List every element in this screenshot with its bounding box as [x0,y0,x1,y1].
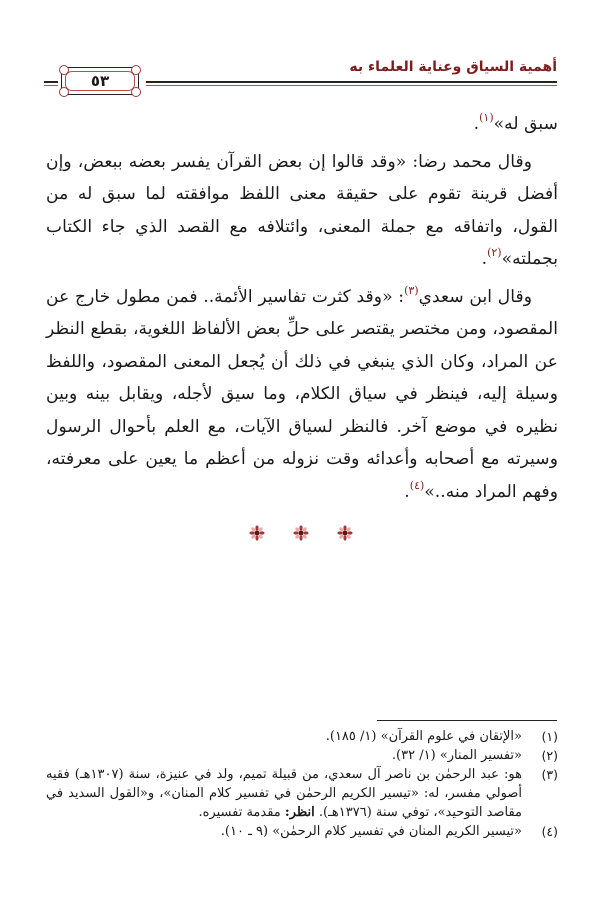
footnote [46,727,558,746]
ornament-petal [347,531,352,534]
page-number-badge [61,67,139,95]
footnote-text-tail: مقدمة تفسيره. [198,805,285,820]
floral-ornament-icon [336,524,354,542]
footnote [46,746,558,765]
footnote-see-label: انظر: [284,805,315,820]
ornament-petal [299,525,302,530]
rule-line-dark [44,81,58,83]
paragraph-text: . [481,249,488,269]
footnote-number: (٣) [541,767,558,782]
ornament-petal [337,531,342,534]
footnote-text-main: هو: عبد الرحمٰن بن ناصر آل سعدي، من قبيلة تميم، ولد في عنيزة، سنة (١٣٠٧هـ) فقيه أصولي مفسر، له: «تيسير الكريم الرحمٰن في تفسير كلام المنان»، و«القول السديد في مقاصد التوحيد»، توفي سنة (١٣٧٦هـ). [46,767,522,820]
paragraph-text: وقال محمد رضا: «وقد قالوا إن بعض القرآن يفسر بعضه ببعض، وإن أفضل قرينة تقوم على حقيقة معنى اللفظ موافقته لما سبق له من القول، واتفاقه مع جملة المعنى، وائتلافه مع القصد الذي جاء الكتاب بجملته» [46,151,558,269]
ornament-petal [255,525,258,530]
rule-line-red [44,85,58,86]
running-title: أهمية السياق وعناية العلماء به [349,59,557,75]
footnote-text [46,765,522,822]
footnotes [46,727,558,841]
header-rule-left [44,81,58,87]
ornament-petal [343,525,346,530]
ornament-petal [303,531,308,534]
rule-line-red [146,85,557,86]
floral-ornament-icon [292,524,310,542]
section-ornament [0,524,602,546]
ornament-petal [259,531,264,534]
floral-ornament-glyph [336,524,354,542]
page-number: ٥٣ [90,72,110,90]
paragraph-text: . [473,114,480,134]
paragraph [46,108,558,141]
paragraph-text: وقال ابن سعدي [418,286,532,307]
footnote-number: (٤) [541,824,558,839]
paragraph [46,281,558,509]
ornament-center [255,531,260,536]
paragraph-text: . [404,481,410,502]
footnote-reference: (٢) [487,246,502,259]
ornament-petal [249,531,254,534]
ornament-petal [299,535,302,540]
ornament-petal [293,531,298,534]
footnote-number: (١) [541,729,558,744]
ornament-petal [343,535,346,540]
footnote-separator [377,720,557,721]
footnote [46,765,558,822]
floral-ornament-icon [248,524,266,542]
paragraph-text: : «وقد كثرت تفاسير الأئمة.. فمن مطول خارج عن المقصود، ومن مختصر يقتصر على حلِّ بعض الألفاظ اللغوية، بقطع النظر عن المراد، وكان الذي ينبغي في ذلك أن يُجعل المعنى المقصود، واللفظ وسيلة إليه، فينظر في سياق الكلام، وما سيق لأجله، ويقابل بينه وبين نظيره في موضع آخر. فالنظر لسياق الآيات، مع العلم بأحوال الرسول وسيرته مع أصحابه وأعدائه وقت نزوله من أعظم ما يعين على معرفته، وفهم المراد منه..» [46,286,558,502]
paragraph-text: سبق له» [493,114,558,134]
paragraph [46,146,558,276]
footnote [46,822,558,841]
footnote-text: «الإتقان في علوم القرآن» (١/ ١٨٥). [325,729,522,744]
footnote-text: «تفسير المنار» (١/ ٣٢). [391,748,522,763]
ornament-center [343,531,348,536]
footnote-reference: (٤) [409,478,425,492]
footnote-reference: (١) [479,111,494,124]
floral-ornament-glyph [248,524,266,542]
body-text [46,108,558,508]
footnote-reference: (٣) [404,283,419,297]
running-header [44,58,557,94]
footnote-text: «تيسير الكريم المنان في تفسير كلام الرحمٰن» (٩ ـ ١٠). [220,824,522,839]
floral-ornament-glyph [292,524,310,542]
rule-line-dark [146,81,557,83]
header-rule [146,81,557,87]
ornament-center [299,531,304,536]
ornament-petal [255,535,258,540]
footnote-number: (٢) [541,748,558,763]
